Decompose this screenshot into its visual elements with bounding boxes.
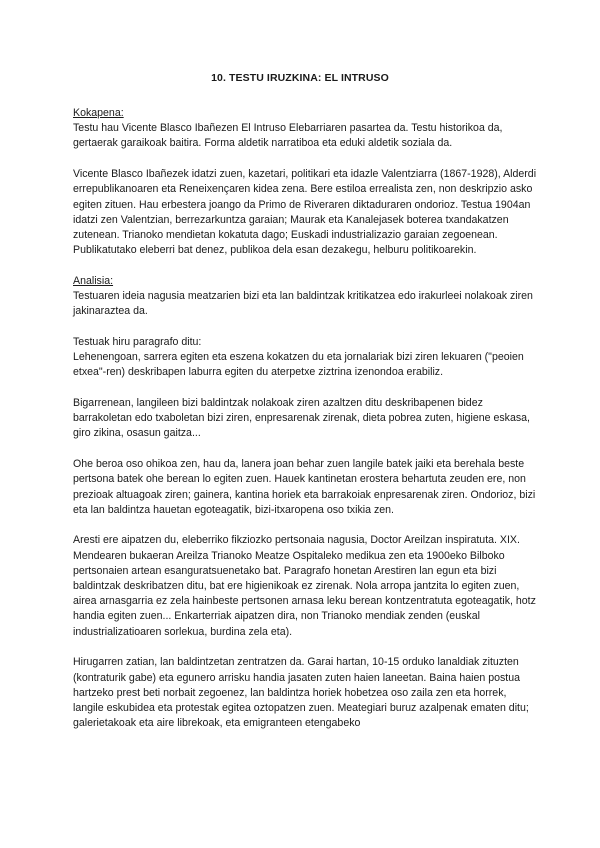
kokapena-paragraph-1: Testu hau Vicente Blasco Ibañezen El Intruso Elebarriaren pasartea da. Testu historikoa da, gertaerak garaikoak baitira. Forma aldetik narratiboa eta eduki aldetik soziala da.	[73, 122, 503, 150]
kokapena-paragraph-2: Vicente Blasco Ibañezek idatzi zuen, kazetari, politikari eta idazle Valentziarra (1867-1928), Alderdi errepublikanoaren eta Reneixençaren kidea zena. Bere estiloa errealista zen, non deskripzio asko egiten zituen. Hau erbestera joango da Primo de Riveraren diktaduraren ondorioz. Testua 1904an idatzi zen Valentzian, berrezarkuntza garaian; Maurak eta Kanalejasek boterea txandakatzen zutenean. Trianoko mendietan kokatuta dago; Euskadi industrializazio garaian zegoenean. Publikatutako eleberri bat denez, publikoa dela esan dezakegu, helburu politikoarekin.	[73, 168, 537, 257]
analisia-paragraph-2: Testuak hiru paragrafo ditu: Lehenengoan, sarrera egiten eta eszena kokatzen du eta jornalariak bizi ziren lekuaren ("peoien etxea"-ren) deskribapen laburra egiten du aterpetxe ziztrina izenondoa erabiliz.	[73, 335, 524, 379]
analisia-paragraph-4: Ohe beroa oso ohikoa zen, hau da, lanera joan behar zuen langile batek jaiki eta berehala beste pertsona batek ohe berean lo egiten zuen. Hauek kantinetan erostera behartuta zeuden ere, non prezioak altuagoak ziren; gainera, kantina horiek eta barrakoiak enpresarenak ziren. Ondorioz, bizi eta lan baldintza hauetan egoteagatik, bizi-itxaropena oso txikia zen.	[73, 458, 536, 516]
analisia-heading: Analisia:	[73, 274, 114, 287]
analisia-paragraph-1: Testuaren ideia nagusia meatzarien bizi eta lan baldintzak kritikatzea edo irakurleei nolakoak ziren jakinaraztea da.	[73, 290, 533, 318]
document-title: 10. TESTU IRUZKINA: EL INTRUSO	[211, 72, 389, 84]
document-body	[73, 106, 539, 731]
analisia-paragraph-3: Bigarrenean, langileen bizi baldintzak nolakoak ziren azaltzen ditu deskribapenen bidez barrakoletan edo txaboletan bizi ziren, enpresarenak zirenak, dieta pobrea zuten, higiene eskasa, giro zikina, osasun gaitza...	[73, 397, 531, 440]
kokapena-heading: Kokapena:	[73, 107, 124, 119]
analisia-paragraph-5: Aresti ere aipatzen du, eleberriko fikziozko pertsonaia nagusia, Doctor Areilzan inspiratuta. XIX. Mendearen bukaeran Areilza Trianoko Meatze Ospitaleko medikua zen eta 1900eko Bilboko pertsonaien artean esanguratsuenetako bat. Paragrafo honetan Arestiren lan egun eta bizi baldintzak deskribatzen ditu, bat ere higienikoak ez zirenak. Nola arropa jantzita lo egiten zuen, airea arnasgarria ez zela hainbeste pertsonen arnasa leku berean kontzentratuta egoteagatik, hotz handia egiten zuen... Enkarterriak aipatzen dira, non Trianoko mendiak zenden (euskal industrializatioaren sorlekua, burdina zela eta).	[73, 534, 536, 638]
analisia-paragraph-6: Hirugarren zatian, lan baldintzetan zentratzen da. Garai hartan, 10-15 orduko lanaldiak zituzten (kontraturik gabe) eta egunero arrisku handia jasaten zuten haien laneetan. Baina haien postua hartzeko prest beti norbait zegoenez, lan baldintza horiek hobetzea oso zaila zen eta horrek, langile eskubidea eta protestak egitea oztopatzen zuen. Meategiari buruz azalpenak ematen ditu; galerietakoak eta aire librekoak, eta emigranteen etengabeko	[73, 656, 529, 730]
